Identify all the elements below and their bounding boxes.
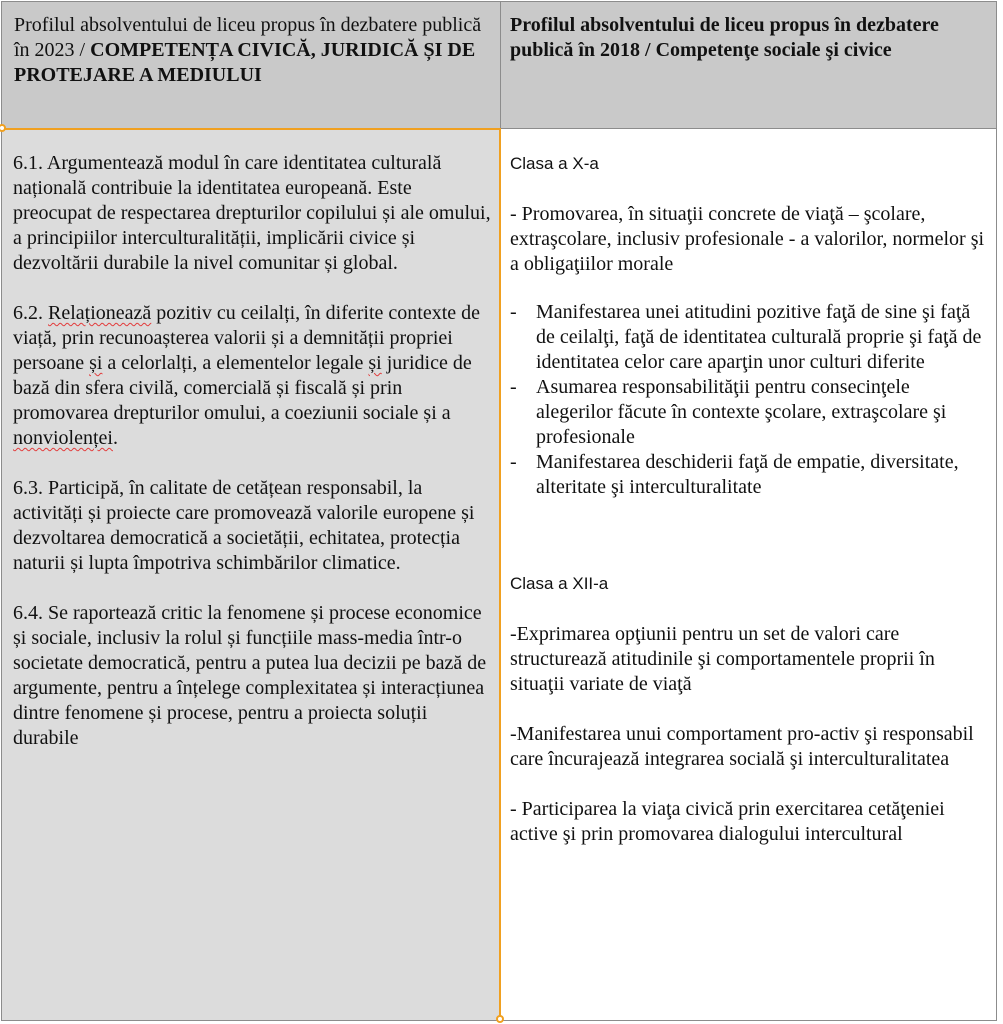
cell-2023-competences[interactable] (2, 129, 500, 1020)
dash-marker: - (510, 376, 517, 398)
list-item (510, 450, 988, 500)
c62-text-a: pozitiv cu ceilalți, în diferite contexte de viață, prin recunoașterea valorii și a demnității propriei persoane (13, 302, 481, 374)
spell-flag-si-1[interactable]: și (89, 352, 103, 374)
dash-marker: - (510, 451, 517, 473)
selection-border-right (499, 128, 501, 1020)
spell-flag-nonviolentei[interactable]: nonviolenței (13, 427, 113, 449)
class-10-list (510, 300, 988, 500)
list-item-text: Manifestarea unei atitudini pozitive faţă de sine şi faţă de ceilalţi, faţă de identitatea culturală proprie şi faţă de identitatea celor care aparţin unor culturi diferite (536, 301, 982, 373)
list-item-text: Asumarea responsabilităţii pentru consecinţele alegerilor făcute în contexte şcolare, extraşcolare şi profesionale (536, 376, 947, 448)
class-12-p2: -Manifestarea unui comportament pro-activ şi responsabil care încurajează integrarea socială şi interculturalitatea (510, 723, 974, 770)
c62-end: . (112, 427, 118, 449)
class-10-title: Clasa a X-a (510, 154, 599, 173)
list-item (510, 300, 988, 375)
selection-handle-bottom-right[interactable] (496, 1015, 504, 1023)
competence-6-2 (13, 301, 494, 451)
class-10-intro: - Promovarea, în situaţii concrete de viaţă – şcolare, extraşcolare, inclusiv profesionale - a valorilor, normelor şi a obligaţiilor morale (510, 203, 985, 275)
competence-6-3: 6.3. Participă, în calitate de cetățean responsabil, la activități și proiecte care promovează valorile europene și dezvoltarea democratică a societății, echitatea, protecția naturii și lupta împotriva schimbărilor climatice. (13, 477, 475, 574)
table-header-row (2, 2, 996, 128)
cell-2018-competences[interactable] (501, 129, 996, 1020)
c62-text-c: juridice de bază din sfera civilă, comercială și fiscală și prin promovarea drepturilor omului, a coeziunii sociale și a (13, 352, 472, 424)
spell-flag-relationeaza[interactable]: Relaționează (48, 302, 152, 324)
c62-text-b: a celorlalți, a elementelor legale (102, 352, 369, 374)
c62-num: 6.2. (13, 302, 48, 324)
competence-6-1: 6.1. Argumentează modul în care identitatea culturală națională contribuie la identitatea europeană. Este preocupat de respectarea drepturilor copilului și ale omului, a principiilor interculturalității, implicării civice și dezvoltării durabile la nivel comunitar și global. (13, 152, 491, 274)
class-12-p3: - Participarea la viaţa civică prin exercitarea cetăţeniei active şi prin promovarea dialogului intercultural (510, 798, 945, 845)
selection-border-top (2, 128, 501, 130)
dash-marker: - (510, 301, 517, 323)
list-item-text: Manifestarea deschiderii faţă de empatie, diversitate, alteritate şi interculturalitate (536, 451, 959, 498)
header-2023-bold: COMPETENȚA CIVICĂ, JURIDICĂ ȘI DE PROTEJARE A MEDIULUI (14, 39, 476, 86)
competence-6-4: 6.4. Se raportează critic la fenomene și procese economice și sociale, inclusiv la rolul și funcțiile mass-media într-o societate democratică, pentru a putea lua decizii pe bază de argumente, pentru a înțelege complexitatea și interacțiunea dintre fenomene și procese, pentru a proiecta soluții durabile (13, 602, 487, 749)
header-cell-2023[interactable] (2, 2, 501, 128)
list-item (510, 375, 988, 450)
comparison-table (1, 1, 997, 1021)
spell-flag-si-2[interactable]: și (368, 352, 382, 374)
class-12-p1: -Exprimarea opţiunii pentru un set de valori care structurează atitudinile şi comportamentele proprii în situaţii variate de viaţă (510, 623, 935, 695)
header-cell-2018[interactable]: Profilul absolventului de liceu propus în dezbatere publică în 2018 / Competenţe sociale şi civice (510, 14, 939, 61)
class-12-title: Clasa a XII-a (510, 574, 609, 593)
header-2023-normal: Profilul absolventului de liceu propus în dezbatere publică în 2023 / (14, 14, 482, 61)
